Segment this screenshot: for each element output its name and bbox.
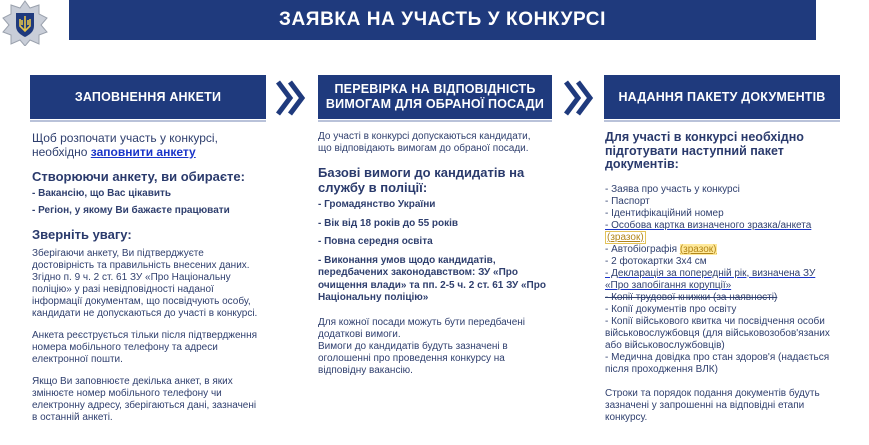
intro-text: Щоб розпочати участь у конкурсі, необхідно заповнити анкету: [32, 131, 218, 159]
paragraph: Зберігаючи анкету, Ви підтверджуєте достовірність та правильність внесених даних. Згідно п. 9 ч. 2 ст. 61 ЗУ «Про Національну поліцію» у разі невідповідності наданої інформації документам, що посвідчують особу, кандидати не допускаються до участі в конкурсі.: [32, 248, 258, 319]
paragraph: Анкета реєструється тільки після підтвердження номера мобільного телефону та адреси електронної пошти.: [32, 330, 257, 365]
list-item: - Повна середня освіта: [318, 236, 433, 247]
list-item: «Про запобігання корупції»: [605, 279, 732, 291]
list-item: - Громадянство України: [318, 199, 436, 210]
list-item: - Виконання умов щодо кандидатів, передбачених законодавством: ЗУ «Про очищення влади» та пп. 2-5 ч. 2 ст. 61 ЗУ «Про Національну поліцію»: [318, 254, 546, 303]
fill-form-link[interactable]: заповнити анкету: [90, 145, 196, 159]
list-item: - Регіон, у якому Ви бажаєте працювати: [32, 204, 230, 216]
divider: [604, 120, 840, 122]
list-item: - Медична довідка про стан здоров'я (надається після проходження ВЛК): [605, 351, 830, 375]
list-item: - Копії трудової книжки (за наявності): [605, 291, 778, 303]
paragraph: Для кожної посади можуть бути передбачені додаткові вимоги. Вимоги до кандидатів будуть зазначені в оголошенні про проведення конкурсу на відповідну вакансію.: [318, 316, 526, 376]
documents-list: [605, 184, 845, 376]
list-item: - Паспорт: [605, 195, 650, 207]
intro-text: До участі в конкурсі допускаються кандидати, що відповідають вимогам до обраної посади.: [318, 131, 531, 154]
sample-link[interactable]: (зразок): [679, 243, 717, 255]
column-fill-form: [32, 131, 272, 424]
sample-link[interactable]: (зразок): [607, 231, 644, 243]
documents-heading: Для участі в конкурсі необхідно підготувати наступний пакет документів:: [605, 130, 804, 171]
chevron-right-icon: [272, 76, 308, 120]
divider: [318, 120, 552, 122]
list-item: - Копії військового квитка чи посвідчення особи військовослужбовця (для військовозобов'язаних або військовослужбовців): [605, 315, 830, 351]
list-item: - Особова картка визначеного зразка/анкета: [605, 219, 812, 231]
base-requirements-heading: Базові вимоги до кандидатів на службу в поліції:: [318, 165, 525, 195]
step-label-line2: ВИМОГАМ ДЛЯ ОБРАНОЇ ПОСАДИ: [325, 97, 545, 111]
paragraph: Строки та порядок подання документів будуть зазначені у запрошенні на відповідні етапи конкурсу.: [605, 387, 820, 423]
step-verify-requirements: [318, 75, 552, 119]
list-item: - Вік від 18 років до 55 років: [318, 217, 459, 229]
list-item: - Заява про участь у конкурсі: [605, 183, 740, 195]
list-item: - Декларація за попередній рік, визначена ЗУ: [605, 267, 816, 279]
attention-heading: Зверніть увагу:: [32, 227, 132, 242]
list-item: - Копії документів про освіту: [605, 303, 737, 315]
step-label: НАДАННЯ ПАКЕТУ ДОКУМЕНТІВ: [618, 89, 826, 104]
police-emblem-icon: [2, 0, 48, 46]
choose-heading: Створюючи анкету, ви обираєте:: [32, 169, 245, 184]
step-label-line1: ПЕРЕВІРКА НА ВІДПОВІДНІСТЬ: [334, 82, 536, 96]
list-item: - Вакансію, що Вас цікавить: [32, 188, 172, 199]
step-submit-documents: [604, 75, 840, 119]
chevron-right-icon: [560, 76, 596, 120]
step-label: ЗАПОВНЕННЯ АНКЕТИ: [74, 89, 222, 104]
divider: [30, 120, 266, 122]
page-title: ЗАЯВКА НА УЧАСТЬ У КОНКУРСІ: [69, 0, 816, 40]
step-fill-form: [30, 75, 266, 119]
list-item: - 2 фотокартки 3х4 см: [605, 255, 707, 267]
list-item: - Автобіографія (зразок): [605, 243, 717, 255]
list-item: - Ідентифікаційний номер: [605, 207, 724, 219]
column-requirements: [318, 131, 558, 377]
paragraph: Якщо Ви заповнюєте декілька анкет, в яких змінюєте номер мобільного телефону чи електронну адресу, зберігаються дані, зазначені в останній анкеті.: [32, 376, 257, 423]
column-documents: [605, 131, 845, 424]
